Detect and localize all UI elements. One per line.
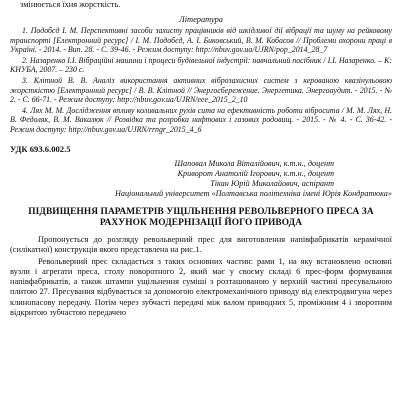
affiliation: Національний університет «Полтавська політехніка імені Юрія Кондратюка»: [114, 188, 392, 198]
author-2: Криворот Анатолій Ігорович, к.т.н., доцент: [177, 168, 334, 178]
body-paragraph-1: Пропонується до розгляду револьверний прес для виготовлення напівфабрикатів керамічної (силікатної) конструкція якого представлена на рис.1.: [10, 234, 392, 255]
literature-heading: Література: [179, 15, 223, 24]
body-paragraph-2: Револьверний прес складається з таких основних частин: рами 1, на яку встановлено основні вузли і агрегати преса, столу поворотного 2, який має у своєму складі 6 прес-форм формування напівфабрикатів, а також штампи ущільнення суміші з розташованою у верхній частині пресувальною плитою 27. Пресування відбувається за допомогою електромеханічного приводу від електродвигуна через клинопасову передачу. Потім через зубчасті передачі між валом приводних 5, проміжним 4 і зворотним відкритою зубчастою передачею: [10, 256, 392, 318]
reference-item-3: 3. Клітной В. В. Аналіз використання активних віброзахисних систем з керованою квазінульовою жорсткістю [Електронний ресурс] / В. В. Клітной // Энергосбережение. Энергетика. Энергоаудит. - 2015. - № 2. - С. 66-71. - Режим доступу: http://nbuv.gov.ua/UJRN/eee_2015_2_10: [10, 75, 392, 105]
previous-section-fragment: змінюється їхня жорсткість.: [20, 0, 121, 9]
authors-block: [10, 159, 392, 189]
author-1: Шаповал Микола Віталійович, к.т.н., доцент: [174, 158, 334, 168]
udk-code: УДК 693.6.002.5: [10, 143, 71, 154]
reference-item-1: 1. Подобєд І. М. Перспективні засоби захисту працівників від шкідливої дії вібрації та шуму на рейковому транспорті [Електронний ресурс] / І. М. Подобєд, А. І. Биковський, В. М. Кобасов // Проблеми охорони праці в Україні. - 2014. - Вип. 28. - С. 39-46. - Режим доступу: http://nbuv.gov.ua/UJRN/pop_2014_28_7: [10, 26, 392, 55]
article-title: ПІДВИЩЕННЯ ПАРАМЕТРІВ УЩІЛЬНЕННЯ РЕВОЛЬВЕРНОГО ПРЕСА ЗА РАХУНОК МОДЕРНІЗАЦІЇ ЙОГО ПРИВОДА: [28, 206, 374, 228]
reference-item-2: 2. Назаренко І.І. Вібраційні машини і процеси будівельної індустрії: навчальний посібник / І.І. Назаренко. – К: КНУБА, 2007. – 230 с.: [10, 55, 392, 75]
literature-section: [10, 15, 392, 135]
reference-item-4: 4. Лях М. М. Дослідження впливу коливальних рухів сита на ефективність роботи вібросита / М. М. Лях, Н. В. Федоляк, В. М. Вакалюк // Розвідка та розробка нафтових і газових родовищ. - 2015. - № 4. - С. 36-42. - Режим доступу: http://nbuv.gov.ua/UJRN/rrngr_2015_4_6: [10, 105, 392, 134]
article-body: [10, 235, 392, 318]
author-3: Тікан Юрій Миколайович, аспірант: [210, 178, 334, 188]
